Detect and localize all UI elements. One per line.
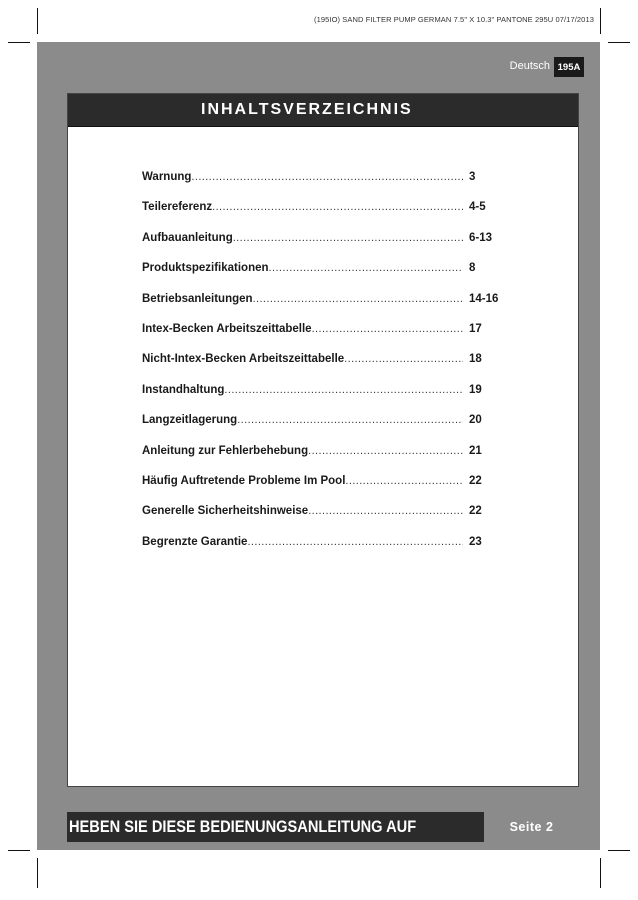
- toc-entry-label: Warnung: [142, 171, 192, 183]
- toc-entry-label: Nicht-Intex-Becken Arbeitszeittabelle: [142, 353, 345, 366]
- toc-entry-label: Generelle Sicherheitshinweise: [142, 505, 309, 518]
- crop-mark-bottom-left-vertical: [37, 858, 38, 888]
- toc-leader-dots: [308, 445, 463, 457]
- toc-leader-dots: [224, 384, 463, 396]
- toc-entry-page: 21: [469, 444, 482, 457]
- toc-leader-dots: [344, 353, 463, 365]
- toc-entry-page: 23: [469, 535, 482, 548]
- toc-entry-label: Intex-Becken Arbeitszeittabelle: [142, 322, 312, 335]
- toc-leader-dots: [308, 505, 463, 517]
- crop-mark-top-left-horizontal: [8, 42, 30, 43]
- toc-entry: [142, 353, 502, 383]
- toc-leader-dots: [269, 262, 463, 274]
- toc-entry-label: Aufbauanleitung: [142, 231, 233, 244]
- toc-entry-label: Instandhaltung: [142, 383, 225, 396]
- toc-leader-dots: [212, 201, 463, 213]
- toc-entry: [142, 536, 502, 566]
- toc-leader-dots: [247, 536, 463, 548]
- footer-notice: HEBEN SIE DIESE BEDIENUNGSANLEITUNG AUF: [69, 817, 417, 836]
- crop-mark-top-right-horizontal: [608, 42, 630, 43]
- toc-entry-page: 17: [469, 322, 482, 335]
- toc-entry: [142, 232, 502, 262]
- crop-mark-bottom-left-horizontal: [8, 850, 30, 851]
- toc-entry: [142, 201, 502, 231]
- toc-entry: [142, 505, 502, 535]
- toc-entry-page: 3: [469, 171, 476, 183]
- toc-entry: [142, 293, 502, 323]
- print-slug: (195IO) SAND FILTER PUMP GERMAN 7.5" X 10.3" PANTONE 295U 07/17/2013: [313, 15, 594, 24]
- toc-entry-label: Teilereferenz: [142, 201, 213, 214]
- toc-entry-label: Produktspezifikationen: [142, 262, 269, 275]
- toc-entry-label: Betriebsanleitungen: [142, 292, 253, 305]
- page-number: Seite 2: [484, 812, 579, 842]
- toc-list: [142, 171, 502, 566]
- toc-entry: [142, 445, 502, 475]
- crop-mark-bottom-right-vertical: [600, 858, 601, 888]
- toc-entry-page: 4-5: [469, 201, 486, 214]
- toc-leader-dots: [233, 232, 463, 244]
- toc-entry-label: Langzeitlagerung: [142, 414, 238, 427]
- toc-entry: [142, 323, 502, 353]
- toc-entry-page: 6-13: [469, 231, 493, 244]
- toc-entry: [142, 171, 502, 201]
- toc-leader-dots: [345, 475, 463, 487]
- toc-entry-page: 18: [469, 353, 482, 366]
- toc-leader-dots: [312, 323, 463, 335]
- toc-entry-label: Begrenzte Garantie: [142, 535, 248, 548]
- toc-leader-dots: [191, 171, 463, 183]
- toc-header: [68, 94, 578, 127]
- toc-entry-label: Anleitung zur Fehlerbehebung: [142, 444, 309, 457]
- toc-entry-page: 8: [469, 262, 476, 275]
- toc-entry: [142, 414, 502, 444]
- toc-title: INHALTSVERZEICHNIS: [201, 101, 413, 118]
- toc-entry-label: Häufig Auftretende Probleme Im Pool: [142, 474, 346, 487]
- language-label: Deutsch: [509, 60, 550, 72]
- toc-entry-page: 22: [469, 505, 482, 518]
- toc-entry: [142, 384, 502, 414]
- toc-leader-dots: [253, 293, 463, 305]
- toc-entry-page: 20: [469, 414, 482, 427]
- toc-entry-page: 22: [469, 474, 482, 487]
- toc-entry-page: 14-16: [469, 292, 499, 305]
- crop-mark-bottom-right-horizontal: [608, 850, 630, 851]
- toc-leader-dots: [237, 414, 463, 426]
- toc-entry: [142, 262, 502, 292]
- toc-entry: [142, 475, 502, 505]
- toc-entry-page: 19: [469, 383, 482, 396]
- model-code-badge: 195A: [554, 57, 584, 77]
